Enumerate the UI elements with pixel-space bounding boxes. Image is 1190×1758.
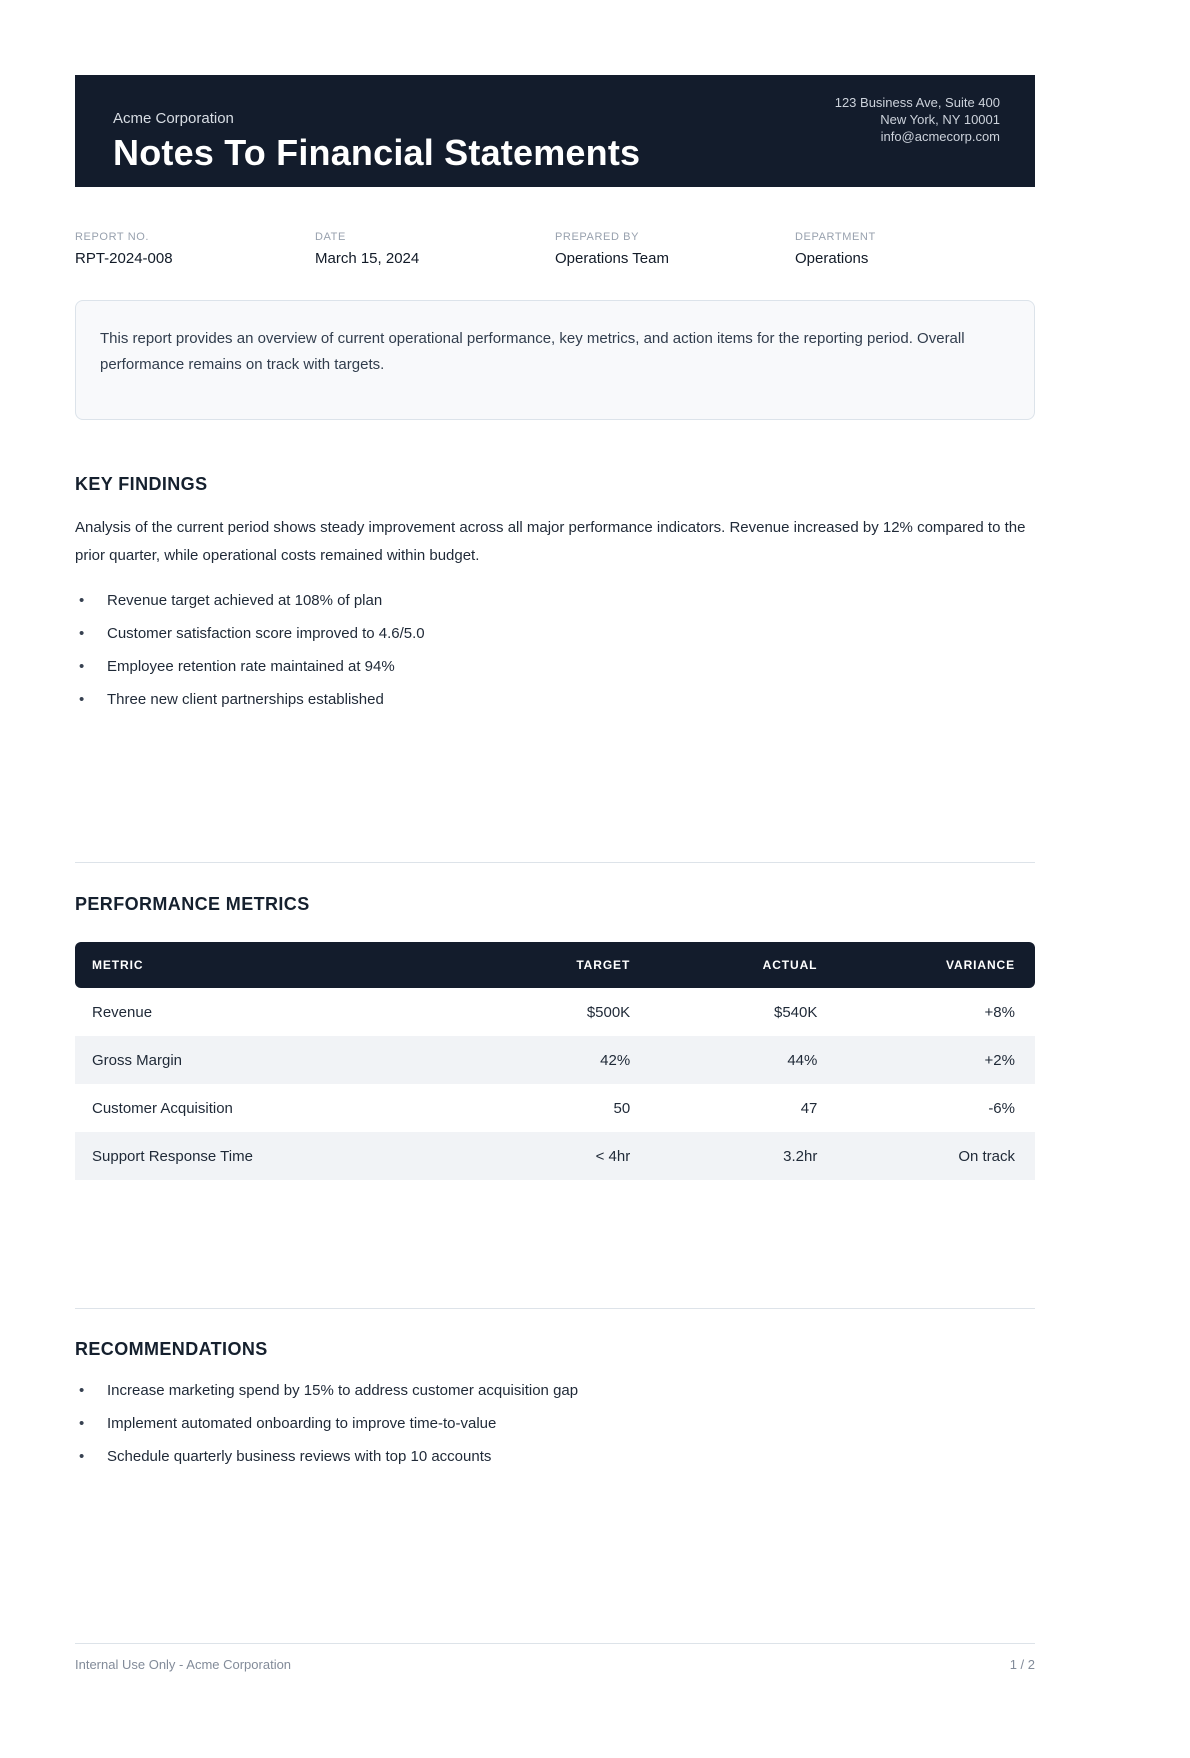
table-row <box>75 1036 1035 1084</box>
list-item: • Revenue target achieved at 108% of plan <box>75 590 1035 611</box>
company-name: Acme Corporation <box>113 110 234 127</box>
list-item: • Increase marketing spend by 15% to address customer acquisition gap <box>75 1380 1035 1401</box>
report-page <box>75 75 1035 1467</box>
column-header-target: TARGET <box>478 942 646 988</box>
report-header <box>75 75 1035 187</box>
section-divider <box>75 1308 1035 1309</box>
summary-callout <box>75 300 1035 420</box>
header-left <box>113 110 640 171</box>
meta-label: PREPARED BY <box>555 231 640 243</box>
company-address <box>835 94 1000 171</box>
meta-label: DEPARTMENT <box>795 231 876 243</box>
address-line-2: New York, NY 10001 <box>880 112 1000 127</box>
recommendations-list <box>75 1380 1035 1467</box>
meta-value: Operations <box>795 250 869 267</box>
column-header-variance: VARIANCE <box>833 942 1035 988</box>
section-key-findings <box>75 474 1035 710</box>
performance-metrics-heading: PERFORMANCE METRICS <box>75 894 310 914</box>
cell-actual: 47 <box>800 1099 818 1117</box>
cell-metric: Customer Acquisition <box>92 1099 233 1117</box>
column-header-actual: ACTUAL <box>646 942 833 988</box>
cell-variance: -6% <box>988 1099 1015 1117</box>
meta-date <box>315 231 555 267</box>
key-findings-heading: KEY FINDINGS <box>75 474 208 494</box>
page-footer <box>75 1643 1035 1672</box>
document-title: Notes To Financial Statements <box>113 132 641 173</box>
cell-metric: Revenue <box>92 1003 153 1021</box>
key-findings-paragraph: Analysis of the current period shows steady improvement across all major performance indicators. Revenue increased by 12% compared to the prior quarter, while operational costs remained within budget. <box>75 519 1026 564</box>
metrics-table-header <box>75 942 1035 988</box>
summary-text: This report provides an overview of current operational performance, key metrics, and action items for the reporting period. Overall performance remains on track with targets. <box>100 330 965 373</box>
table-row <box>75 1132 1035 1180</box>
table-row <box>75 988 1035 1036</box>
meta-value: Operations Team <box>555 250 669 267</box>
cell-actual: $540K <box>774 1003 818 1021</box>
cell-actual: 3.2hr <box>646 1132 833 1180</box>
list-item: • Employee retention rate maintained at 94% <box>75 656 1035 677</box>
meta-report-no <box>75 231 315 267</box>
cell-target: 50 <box>613 1099 631 1117</box>
meta-department <box>795 231 1035 267</box>
cell-target: 42% <box>478 1036 646 1084</box>
column-header-metric: METRIC <box>75 942 478 988</box>
section-recommendations <box>75 1339 1035 1467</box>
footer-confidentiality-note: Internal Use Only - Acme Corporation <box>75 1657 292 1672</box>
footer-divider <box>75 1643 1035 1644</box>
key-findings-list <box>75 590 1035 710</box>
section-divider <box>75 862 1035 863</box>
cell-metric: Gross Margin <box>75 1036 478 1084</box>
page-number: 1 / 2 <box>1009 1657 1035 1672</box>
address-line-3: info@acmecorp.com <box>880 129 1000 144</box>
cell-target: < 4hr <box>478 1132 646 1180</box>
cell-metric: Support Response Time <box>75 1132 478 1180</box>
meta-label: DATE <box>315 231 346 243</box>
meta-prepared-by <box>555 231 795 267</box>
meta-label: REPORT NO. <box>75 231 150 243</box>
recommendations-heading: RECOMMENDATIONS <box>75 1339 268 1359</box>
cell-actual: 44% <box>646 1036 833 1084</box>
cell-target: $500K <box>586 1003 631 1021</box>
meta-value: RPT-2024-008 <box>75 250 173 267</box>
report-meta-row <box>75 231 1035 267</box>
cell-variance: +8% <box>984 1003 1015 1021</box>
address-line-1: 123 Business Ave, Suite 400 <box>834 95 1000 110</box>
table-header-row <box>75 942 1035 988</box>
cell-variance: On track <box>833 1132 1035 1180</box>
cell-variance: +2% <box>833 1036 1035 1084</box>
list-item: • Schedule quarterly business reviews with top 10 accounts <box>75 1446 1035 1467</box>
list-item: • Customer satisfaction score improved to 4.6/5.0 <box>75 623 1035 644</box>
list-item: • Implement automated onboarding to improve time-to-value <box>75 1413 1035 1434</box>
list-item: • Three new client partnerships established <box>75 689 1035 710</box>
metrics-table <box>75 942 1035 1180</box>
table-row <box>75 1084 1035 1132</box>
meta-value: March 15, 2024 <box>315 250 420 267</box>
section-performance-metrics <box>75 894 1035 1180</box>
